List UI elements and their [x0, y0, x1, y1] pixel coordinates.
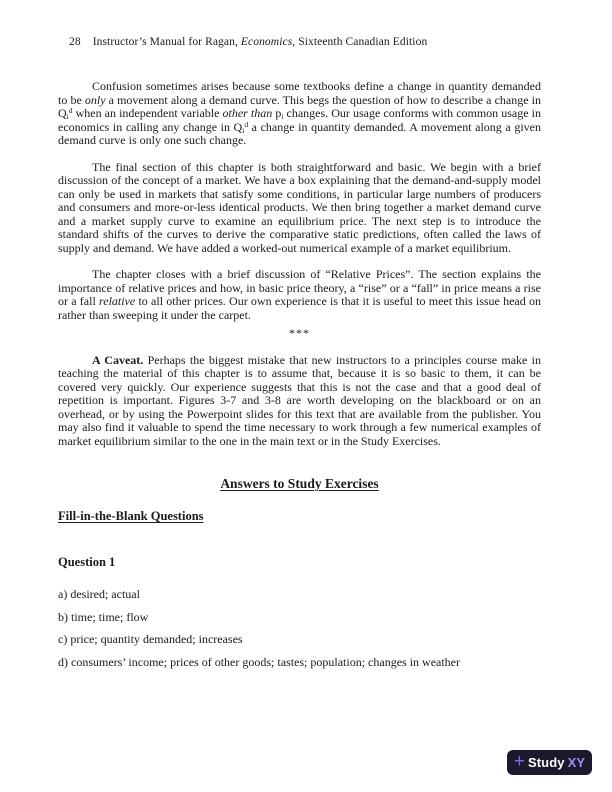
- logo-text-study: Study: [527, 755, 565, 770]
- text-segment: when an independent variable: [72, 106, 223, 120]
- page-content: [58, 0, 541, 669]
- text-segment-italic: other than: [222, 106, 273, 120]
- header-title-italic: Economics: [240, 36, 293, 48]
- text-segment: Confusion sometimes arises because some textbooks define a change in quantity demanded to be: [58, 79, 541, 107]
- paragraph-quantity-demanded: [58, 80, 541, 148]
- text-segment-italic: only: [84, 92, 106, 107]
- page-number: 28: [69, 36, 81, 48]
- studyxy-logo: [507, 750, 592, 775]
- header-title-part: , Sixteenth Canadian Edition: [292, 36, 428, 48]
- paragraph-relative-prices: [58, 268, 541, 322]
- text-segment-bold: A Caveat.: [92, 352, 144, 367]
- text-segment-italic: relative: [99, 294, 136, 308]
- running-header: [69, 36, 541, 48]
- answer-item-c: c) price; quantity demanded; increases: [58, 632, 243, 646]
- text-segment: a movement along a demand curve. This begs the question of how to describe a change in Q: [58, 92, 541, 120]
- heading-text: Answers to Study Exercises: [220, 476, 379, 491]
- text-segment: changes. Our usage conforms with common usage in economics in calling any change in Q: [58, 106, 541, 134]
- logo-text-xy: XY: [567, 755, 586, 770]
- answer-item-a: a) desired; actual: [58, 587, 140, 601]
- fill-in-the-blank-heading: [58, 509, 541, 524]
- superscript-d: d: [68, 106, 73, 115]
- text-segment: Perhaps the biggest mistake that new instructors to a principles course make in teaching the material of this chapter is to assume that, because it is so basic to them, it can be covered very quickly. Our experience suggests that this is not the case and that a good deal of repetition is important. Figures 3-7 and 3-8 are worth developing on the blackboard or on an overhead, or by using the Powerpoint slides for this text that are available from the publisher. You may also find it valuable to spend the time necessary to work through a few numerical examples of market equilibrium similar to the one in the main text or in the Study Exercises.: [58, 352, 542, 448]
- subscript-i: i: [242, 125, 245, 135]
- plus-icon: +: [513, 751, 525, 772]
- paragraph-caveat: [58, 354, 541, 449]
- text-segment: a change in quantity demanded. A movement along a given demand curve is only one such change.: [58, 119, 541, 147]
- answer-item-d: d) consumers’ income; prices of other goods; tastes; population; changes in weather: [58, 654, 460, 669]
- superscript-d: d: [244, 119, 249, 129]
- text-segment: The chapter closes with a brief discussion of “Relative Prices”. The section explains the importance of relative prices and how, in basic price theory, a “rise” or a “fall” in price means a rise or a fall: [58, 267, 541, 308]
- answers-section-heading: [58, 476, 541, 492]
- subscript-i: i: [281, 112, 284, 121]
- answer-item-b: b) time; time; flow: [58, 609, 149, 624]
- text-segment: p: [272, 106, 282, 120]
- header-title-part: Instructor’s Manual for Ragan,: [92, 36, 241, 48]
- question-1-heading: Question 1: [58, 555, 116, 569]
- text-segment: to all other prices. Our own experience is that it is useful to meet this issue head on rather than sweeping it under the carpet.: [58, 294, 541, 322]
- subscript-i: i: [66, 112, 69, 121]
- paragraph-final-section: The final section of this chapter is both straightforward and basic. We begin with a brief discussion of the concept of a market. We have a box explaining that the demand-and-supply model can only be used in markets that satisfy some conditions, in particular large numbers of producers and consumers and more-or-less identical products. We then bring together a market demand curve and a market supply curve to examine an equilibrium price. The next step is to introduce the standard shifts of the curves to derive the comparative static predictions, often called the laws of supply and demand. We have added a worked-out numerical example of a market equilibrium.: [58, 159, 541, 255]
- section-separator: ***: [289, 326, 310, 340]
- heading-text: Fill-in-the-Blank Questions: [58, 509, 204, 523]
